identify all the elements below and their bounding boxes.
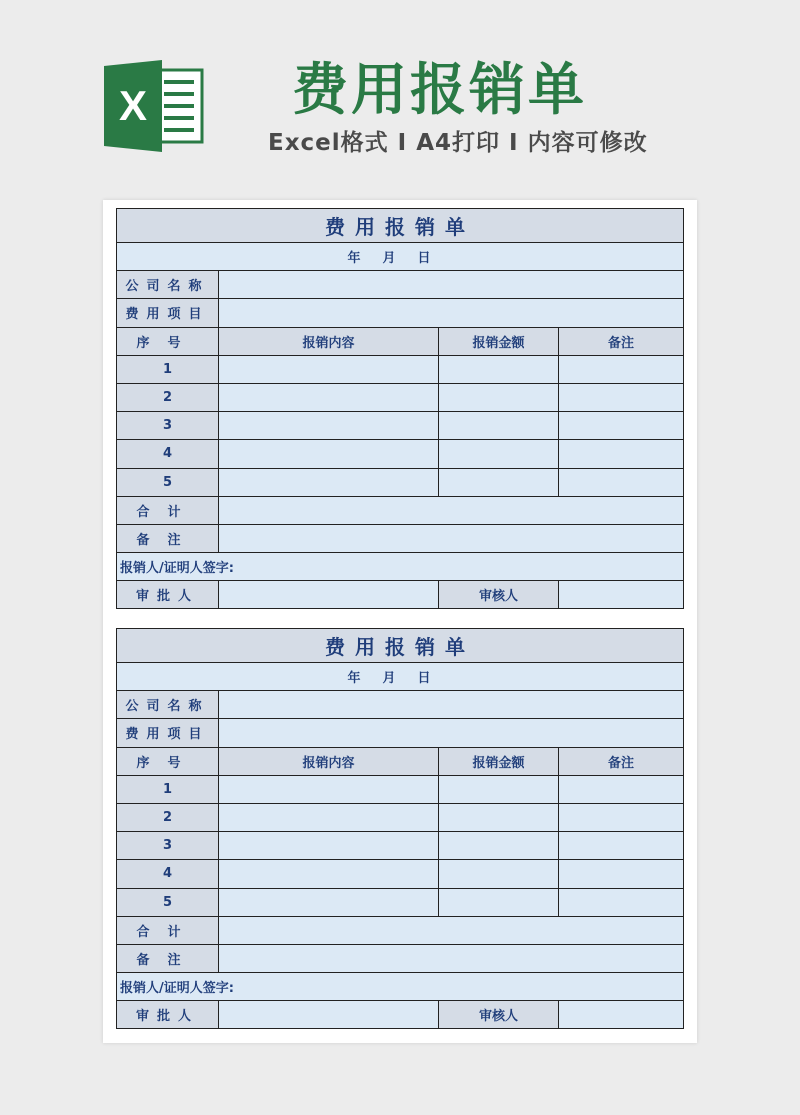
project-label: 费用项目 xyxy=(117,719,219,747)
remark-cell[interactable] xyxy=(559,888,684,916)
row-index: 2 xyxy=(117,383,219,411)
content-cell[interactable] xyxy=(219,440,439,468)
page-title: 费用报销单 xyxy=(292,58,587,123)
table-row xyxy=(117,412,684,440)
table-row xyxy=(117,775,684,803)
expense-form-2 xyxy=(116,628,684,1029)
total-field[interactable] xyxy=(219,916,684,944)
col-header-index: 序号 xyxy=(117,747,219,775)
row-index: 2 xyxy=(117,803,219,831)
company-label: 公司名称 xyxy=(117,271,219,299)
project-field[interactable] xyxy=(219,299,684,327)
amount-cell[interactable] xyxy=(439,440,559,468)
remark-cell[interactable] xyxy=(559,412,684,440)
note-field[interactable] xyxy=(219,944,684,972)
project-label: 费用项目 xyxy=(117,299,219,327)
expense-form-1 xyxy=(116,208,684,609)
content-cell[interactable] xyxy=(219,832,439,860)
amount-cell[interactable] xyxy=(439,803,559,831)
table-row xyxy=(117,383,684,411)
content-cell[interactable] xyxy=(219,888,439,916)
reviewer-label: 审核人 xyxy=(439,1001,559,1029)
content-cell[interactable] xyxy=(219,468,439,496)
row-index: 5 xyxy=(117,888,219,916)
approver-label: 审批人 xyxy=(117,1001,219,1029)
row-index: 4 xyxy=(117,440,219,468)
row-index: 3 xyxy=(117,412,219,440)
table-row xyxy=(117,468,684,496)
note-label: 备注 xyxy=(117,524,219,552)
amount-cell[interactable] xyxy=(439,860,559,888)
logo-letter: X xyxy=(118,82,148,129)
signature-field[interactable]: 报销人/证明人签字: xyxy=(117,553,684,581)
amount-cell[interactable] xyxy=(439,468,559,496)
content-cell[interactable] xyxy=(219,803,439,831)
col-header-index: 序号 xyxy=(117,327,219,355)
row-index: 1 xyxy=(117,355,219,383)
col-header-content: 报销内容 xyxy=(219,327,439,355)
form-title: 费用报销单 xyxy=(117,209,684,243)
company-field[interactable] xyxy=(219,271,684,299)
page-header xyxy=(0,0,800,190)
table-row xyxy=(117,440,684,468)
table-row xyxy=(117,832,684,860)
total-label: 合计 xyxy=(117,496,219,524)
reviewer-field[interactable] xyxy=(559,581,684,609)
total-field[interactable] xyxy=(219,496,684,524)
signature-field[interactable]: 报销人/证明人签字: xyxy=(117,973,684,1001)
content-cell[interactable] xyxy=(219,860,439,888)
approver-field[interactable] xyxy=(219,1001,439,1029)
table-row xyxy=(117,888,684,916)
table-row xyxy=(117,803,684,831)
amount-cell[interactable] xyxy=(439,832,559,860)
col-header-remark: 备注 xyxy=(559,327,684,355)
excel-logo-icon xyxy=(104,60,204,152)
content-cell[interactable] xyxy=(219,775,439,803)
content-cell[interactable] xyxy=(219,383,439,411)
company-label: 公司名称 xyxy=(117,691,219,719)
form-title: 费用报销单 xyxy=(117,629,684,663)
amount-cell[interactable] xyxy=(439,412,559,440)
form-date[interactable]: 年月日 xyxy=(117,243,684,271)
amount-cell[interactable] xyxy=(439,888,559,916)
col-header-amount: 报销金额 xyxy=(439,747,559,775)
col-header-remark: 备注 xyxy=(559,747,684,775)
reviewer-label: 审核人 xyxy=(439,581,559,609)
content-cell[interactable] xyxy=(219,412,439,440)
approver-field[interactable] xyxy=(219,581,439,609)
row-index: 3 xyxy=(117,832,219,860)
company-field[interactable] xyxy=(219,691,684,719)
col-header-amount: 报销金额 xyxy=(439,327,559,355)
project-field[interactable] xyxy=(219,719,684,747)
remark-cell[interactable] xyxy=(559,468,684,496)
remark-cell[interactable] xyxy=(559,440,684,468)
remark-cell[interactable] xyxy=(559,832,684,860)
approver-label: 审批人 xyxy=(117,581,219,609)
table-row xyxy=(117,860,684,888)
reviewer-field[interactable] xyxy=(559,1001,684,1029)
row-index: 4 xyxy=(117,860,219,888)
col-header-content: 报销内容 xyxy=(219,747,439,775)
amount-cell[interactable] xyxy=(439,383,559,411)
amount-cell[interactable] xyxy=(439,775,559,803)
remark-cell[interactable] xyxy=(559,775,684,803)
note-label: 备注 xyxy=(117,944,219,972)
note-field[interactable] xyxy=(219,524,684,552)
amount-cell[interactable] xyxy=(439,355,559,383)
remark-cell[interactable] xyxy=(559,860,684,888)
page-subtitle: Excel格式 I A4打印 I 内容可修改 xyxy=(268,130,648,156)
total-label: 合计 xyxy=(117,916,219,944)
remark-cell[interactable] xyxy=(559,383,684,411)
row-index: 5 xyxy=(117,468,219,496)
table-row xyxy=(117,355,684,383)
content-cell[interactable] xyxy=(219,355,439,383)
form-date[interactable]: 年月日 xyxy=(117,663,684,691)
remark-cell[interactable] xyxy=(559,355,684,383)
remark-cell[interactable] xyxy=(559,803,684,831)
row-index: 1 xyxy=(117,775,219,803)
